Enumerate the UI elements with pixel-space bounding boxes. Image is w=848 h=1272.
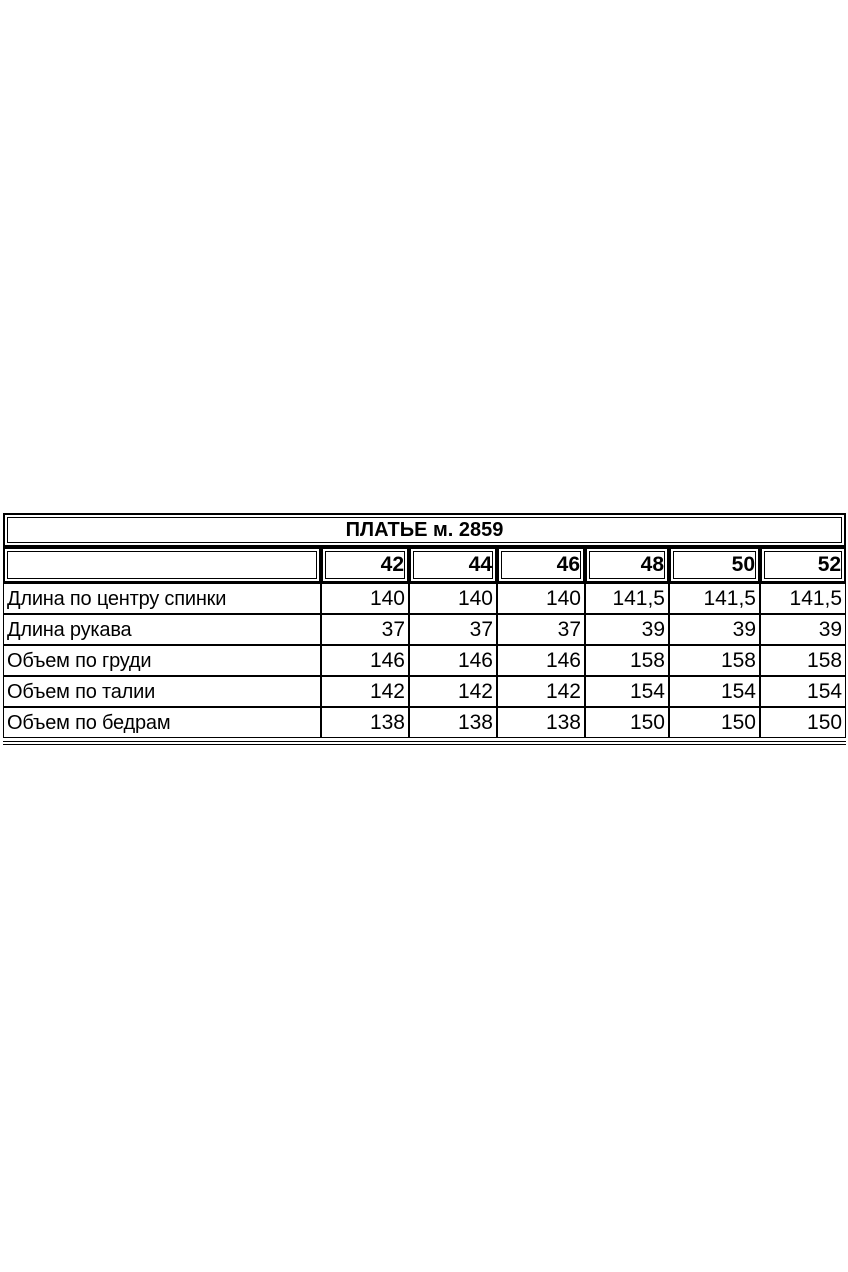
table-cell: 37 [409,614,497,645]
table-cell: 138 [321,707,409,738]
size-header-48: 48 [585,547,669,583]
table-cell: 37 [321,614,409,645]
table-cell: 138 [497,707,585,738]
header-corner-cell [3,547,321,583]
table-cell: 141,5 [585,583,669,614]
table-cell: 141,5 [760,583,846,614]
size-chart [3,513,846,745]
table-row [3,707,846,738]
table-cell: 154 [760,676,846,707]
table-cell: 146 [409,645,497,676]
table-cell: 39 [585,614,669,645]
table-cell: 140 [409,583,497,614]
table-row [3,676,846,707]
size-header-row [3,547,846,583]
table-cell: 146 [497,645,585,676]
table-cell: 150 [760,707,846,738]
table-cell: 150 [585,707,669,738]
table-cell: 142 [497,676,585,707]
row-label: Длина рукава [3,614,321,645]
table-cell: 158 [585,645,669,676]
table-cell: 142 [409,676,497,707]
table-cell: 154 [669,676,760,707]
table-row [3,583,846,614]
table-cell: 158 [669,645,760,676]
table-cell: 141,5 [669,583,760,614]
table-cell: 142 [321,676,409,707]
table-cell: 150 [669,707,760,738]
table-title: ПЛАТЬЕ м. 2859 [3,513,846,547]
size-header-46: 46 [497,547,585,583]
row-label: Объем по талии [3,676,321,707]
size-header-52: 52 [760,547,846,583]
size-header-50: 50 [669,547,760,583]
table-cell: 138 [409,707,497,738]
title-row [3,513,846,547]
table-cell: 154 [585,676,669,707]
table-row [3,614,846,645]
table-row [3,645,846,676]
table-cell: 140 [321,583,409,614]
table-cell: 158 [760,645,846,676]
size-header-42: 42 [321,547,409,583]
table-cell: 140 [497,583,585,614]
table-cell: 146 [321,645,409,676]
table-cell: 39 [760,614,846,645]
row-label: Длина по центру спинки [3,583,321,614]
table-cell: 39 [669,614,760,645]
table-bottom-border [3,741,846,745]
row-label: Объем по груди [3,645,321,676]
table-cell: 37 [497,614,585,645]
row-label: Объем по бедрам [3,707,321,738]
size-table [3,513,846,738]
size-header-44: 44 [409,547,497,583]
